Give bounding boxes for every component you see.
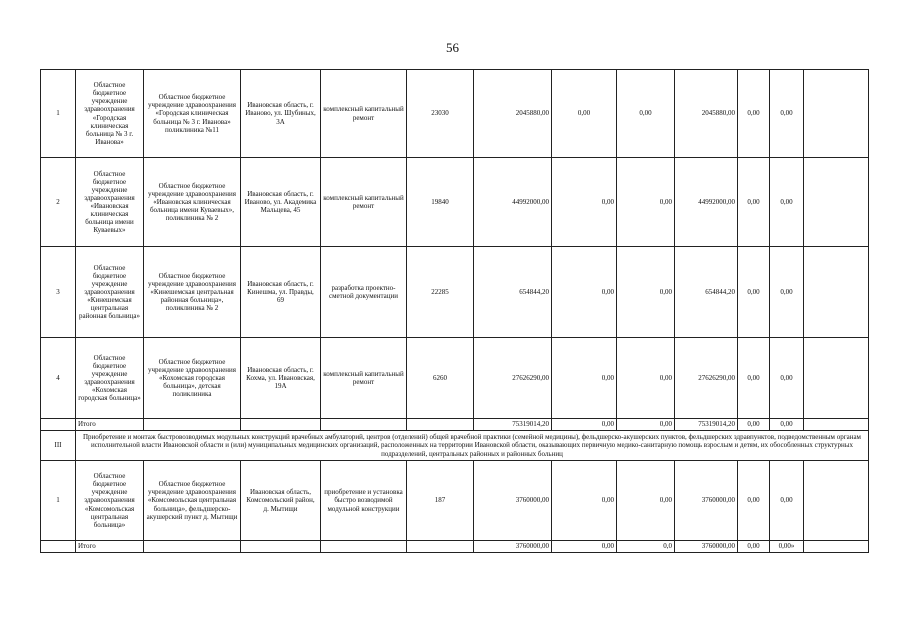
- address: Ивановская область, г. Кинешма, ул. Правды, 69: [241, 247, 321, 338]
- total-amount: 3760000,00: [474, 541, 552, 553]
- section-header-row: [41, 431, 869, 461]
- amount-3: 3760000,00: [675, 541, 738, 553]
- empty-cell: [407, 541, 474, 553]
- amount-5: 0,00: [770, 338, 804, 419]
- organization-name: Областное бюджетное учреждение здравоохранения «Комсомольская центральная больница»: [76, 461, 144, 541]
- empty-cell: [144, 541, 241, 553]
- empty-cell: [804, 70, 869, 158]
- amount-2: 0,00: [617, 158, 675, 247]
- amount-4: 0,00: [738, 247, 770, 338]
- amount-4: 0,00: [738, 338, 770, 419]
- area: 22285: [407, 247, 474, 338]
- organization-name: Областное бюджетное учреждение здравоохранения «Кохомская городская больница»: [76, 338, 144, 419]
- empty-cell: [321, 541, 407, 553]
- amount-1: 0,00: [552, 461, 617, 541]
- section-number: III: [41, 431, 76, 461]
- amount-4: 0,00: [738, 461, 770, 541]
- amount-2: 0,00: [617, 338, 675, 419]
- row-number: 3: [41, 247, 76, 338]
- amount-2: 0,00: [617, 70, 675, 158]
- section-title: Приобретение и монтаж быстровозводимых модульных конструкций врачебных амбулаторий, центров (отделений) общей врачебной практики (семейной медицины), фельдшерско-акушерских пунктов, фельдшерских здравпунктов, подведомственным органам исполнительной власти Ивановской области и (или) муниципальных медицинских организаций, расположенных на территории Ивановской области, оказывающих первичную медико-санитарную помощь взрослым и детям, их обособленных структурных подразделений, центральных районных и районных больниц: [76, 431, 869, 461]
- work-type: комплексный капитальный ремонт: [321, 70, 407, 158]
- work-type: комплексный капитальный ремонт: [321, 338, 407, 419]
- table-row: [41, 70, 869, 158]
- table-row: [41, 461, 869, 541]
- amount-2: 0,00: [617, 247, 675, 338]
- organization-name: Областное бюджетное учреждение здравоохранения «Городская клиническая больница № 3 г. Иванова»: [76, 70, 144, 158]
- address: Ивановская область, г. Иваново, ул. Академика Мальцева, 45: [241, 158, 321, 247]
- organization-name: Областное бюджетное учреждение здравоохранения «Ивановская клиническая больница имени Куваевых»: [76, 158, 144, 247]
- total-amount: 654844,20: [474, 247, 552, 338]
- amount-1: 0,00: [552, 70, 617, 158]
- amount-5: 0,00: [770, 419, 804, 431]
- institution-name: Областное бюджетное учреждение здравоохранения «Кохомская городская больница», детская поликлиника: [144, 338, 241, 419]
- row-number: 4: [41, 338, 76, 419]
- table-row: [41, 247, 869, 338]
- area: 19840: [407, 158, 474, 247]
- address: Ивановская область, г. Кохма, ул. Ивановская, 19А: [241, 338, 321, 419]
- empty-cell: [144, 419, 241, 431]
- table-row: [41, 158, 869, 247]
- empty-cell: [804, 247, 869, 338]
- empty-cell: [321, 419, 407, 431]
- address: Ивановская область, г. Иваново, ул. Шубиных, 3А: [241, 70, 321, 158]
- empty-cell: [804, 419, 869, 431]
- amount-1: 0,00: [552, 338, 617, 419]
- area: 6260: [407, 338, 474, 419]
- total-label: Итого: [76, 419, 144, 431]
- amount-1: 0,00: [552, 419, 617, 431]
- empty-cell: [407, 419, 474, 431]
- total-amount: 3760000,00: [474, 461, 552, 541]
- amount-3: 3760000,00: [675, 461, 738, 541]
- amount-4: 0,00: [738, 419, 770, 431]
- empty-cell: [804, 338, 869, 419]
- amount-5: 0,00: [770, 158, 804, 247]
- empty-cell: [804, 461, 869, 541]
- total-amount: 2045880,00: [474, 70, 552, 158]
- total-amount: 27626290,00: [474, 338, 552, 419]
- row-number: 1: [41, 461, 76, 541]
- empty-cell: [804, 158, 869, 247]
- amount-5: 0,00»: [770, 541, 804, 553]
- empty-cell: [241, 541, 321, 553]
- amount-3: 44992000,00: [675, 158, 738, 247]
- total-row: [41, 419, 869, 431]
- institution-name: Областное бюджетное учреждение здравоохранения «Кинешемская центральная районная больница», поликлиника № 2: [144, 247, 241, 338]
- table-row: [41, 338, 869, 419]
- area: 187: [407, 461, 474, 541]
- page-number: 56: [446, 40, 459, 55]
- funding-table: [40, 69, 869, 553]
- amount-3: 2045880,00: [675, 70, 738, 158]
- organization-name: Областное бюджетное учреждение здравоохранения «Кинешемская центральная районная больница»: [76, 247, 144, 338]
- institution-name: Областное бюджетное учреждение здравоохранения «Комсомольская центральная больница», фельдшерско-акушерский пункт д. Мытищи: [144, 461, 241, 541]
- address: Ивановская область, Комсомольский район, д. Мытищи: [241, 461, 321, 541]
- amount-1: 0,00: [552, 541, 617, 553]
- amount-5: 0,00: [770, 247, 804, 338]
- empty-cell: [41, 541, 76, 553]
- amount-3: 654844,20: [675, 247, 738, 338]
- amount-1: 0,00: [552, 158, 617, 247]
- row-number: 1: [41, 70, 76, 158]
- amount-4: 0,00: [738, 158, 770, 247]
- total-row: [41, 541, 869, 553]
- total-amount: 44992000,00: [474, 158, 552, 247]
- amount-2: 0,0: [617, 541, 675, 553]
- amount-3: 27626290,00: [675, 338, 738, 419]
- amount-1: 0,00: [552, 247, 617, 338]
- total-amount: 75319014,20: [474, 419, 552, 431]
- amount-2: 0,00: [617, 461, 675, 541]
- empty-cell: [41, 419, 76, 431]
- empty-cell: [241, 419, 321, 431]
- amount-4: 0,00: [738, 541, 770, 553]
- area: 23030: [407, 70, 474, 158]
- amount-5: 0,00: [770, 70, 804, 158]
- total-label: Итого: [76, 541, 144, 553]
- amount-4: 0,00: [738, 70, 770, 158]
- work-type: разработка проектно-сметной документации: [321, 247, 407, 338]
- empty-cell: [804, 541, 869, 553]
- row-number: 2: [41, 158, 76, 247]
- amount-5: 0,00: [770, 461, 804, 541]
- institution-name: Областное бюджетное учреждение здравоохранения «Ивановская клиническая больница имени Куваевых», поликлиника № 2: [144, 158, 241, 247]
- institution-name: Областное бюджетное учреждение здравоохранения «Городская клиническая больница № 3 г. Иванова» поликлиника №11: [144, 70, 241, 158]
- work-type: комплексный капитальный ремонт: [321, 158, 407, 247]
- work-type: приобретение и установка быстро возводимой модульной конструкции: [321, 461, 407, 541]
- amount-2: 0,00: [617, 419, 675, 431]
- amount-3: 75319014,20: [675, 419, 738, 431]
